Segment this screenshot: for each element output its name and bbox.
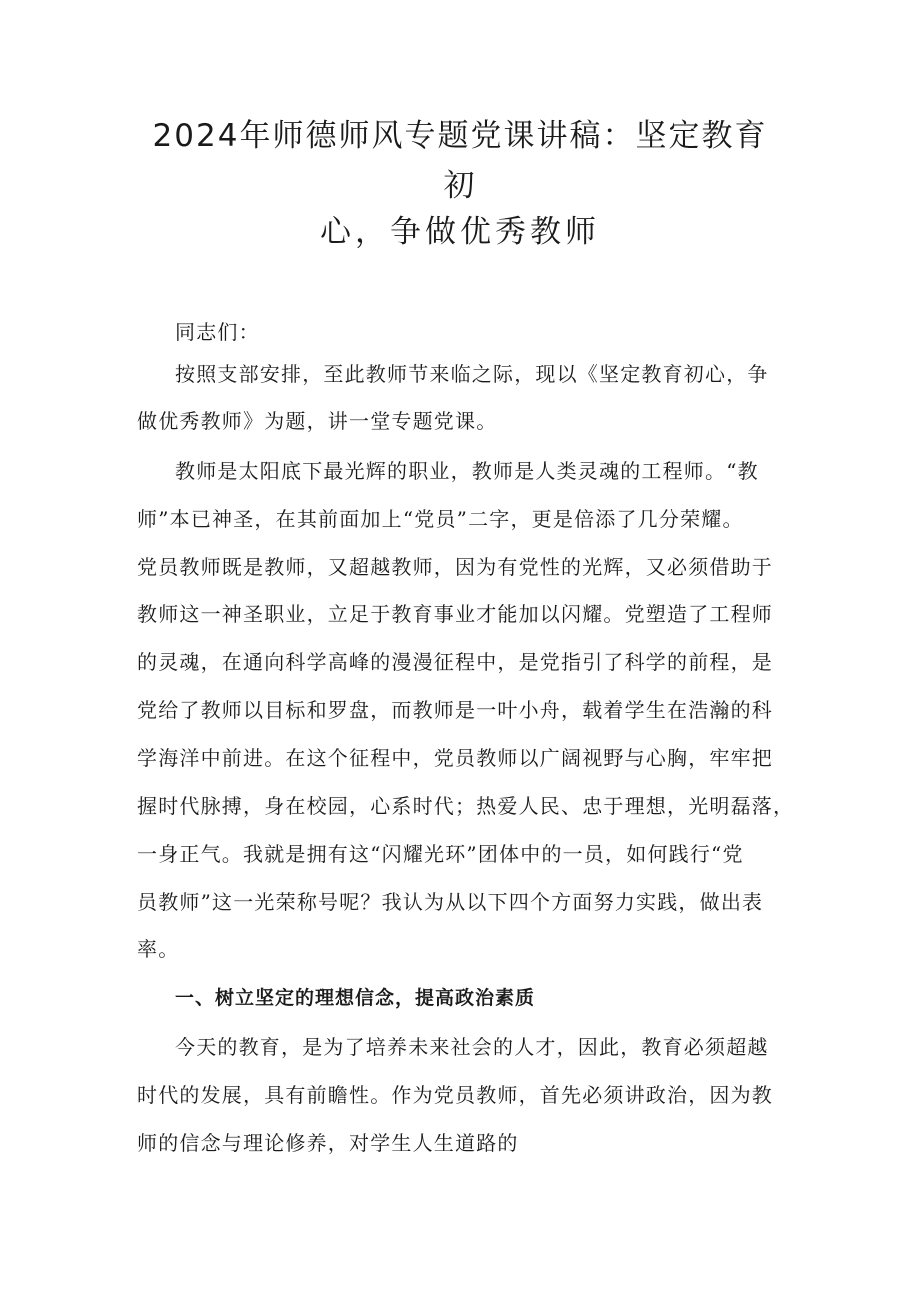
intro-line: 按照支部安排，至此教师节来临之际，现以《坚定教育初心，争 <box>175 362 769 386</box>
paragraph-line: 时代的发展，具有前瞻性。作为党员教师，首先必须讲政治，因为教 <box>137 1083 773 1107</box>
document-title-line-1: 2024年师德师风专题党课讲稿：坚定教育 <box>152 118 768 154</box>
greeting: 同志们： <box>175 320 260 344</box>
paragraph-line: 员教师”这一光荣称号呢？我认为从以下四个方面努力实践，做出表 <box>137 890 764 914</box>
paragraph-line: 今天的教育，是为了培养未来社会的人才，因此，教育必须超越 <box>175 1035 769 1059</box>
paragraph-line: 师的信念与理论修养，对学生人生道路的 <box>137 1131 519 1155</box>
paragraph-line: 教师是太阳底下最光辉的职业，教师是人类灵魂的工程师。“教 <box>175 459 759 483</box>
document-title-line-2: 初 <box>443 168 477 204</box>
intro-line: 做优秀教师》为题，讲一堂专题党课。 <box>137 409 498 433</box>
paragraph-line: 握时代脉搏，身在校园，心系时代；热爱人民、忠于理想，光明磊落， <box>137 794 795 818</box>
paragraph-line: 学海洋中前进。在这个征程中，党员教师以广阔视野与心胸，牢牢把 <box>137 746 773 770</box>
document-title-line-3: 心，争做优秀教师 <box>320 214 600 250</box>
paragraph-line: 率。 <box>137 937 180 961</box>
paragraph-line: 党给了教师以目标和罗盘，而教师是一叶小舟，载着学生在浩瀚的科 <box>137 698 773 722</box>
paragraph-line: 师”本已神圣，在其前面加上“党员”二字，更是倍添了几分荣耀。 <box>137 507 744 531</box>
paragraph-line: 的灵魂，在通向科学高峰的漫漫征程中，是党指引了科学的前程，是 <box>137 650 773 674</box>
paragraph-line: 党员教师既是教师，又超越教师，因为有党性的光辉，又必须借助于 <box>137 555 773 579</box>
paragraph-line: 教师这一神圣职业，立足于教育事业才能加以闪耀。党塑造了工程师 <box>137 602 773 626</box>
section-heading: 一、树立坚定的理想信念，提高政治素质 <box>175 987 536 1009</box>
paragraph-line: 一身正气。我就是拥有这“闪耀光环”团体中的一员，如何践行“党 <box>137 842 744 866</box>
